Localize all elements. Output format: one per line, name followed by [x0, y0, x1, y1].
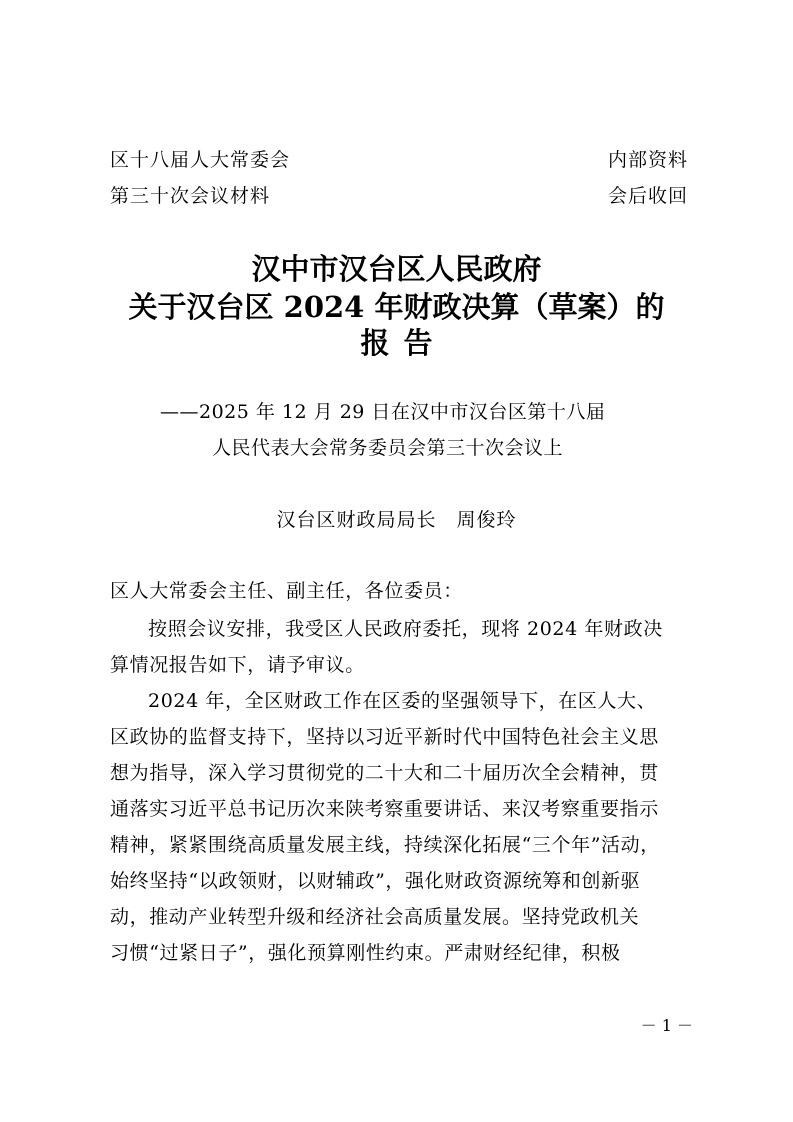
body-text-line: 算情况报告如下，请予审议。 — [110, 654, 365, 676]
header-recall-label: 会后收回 — [607, 185, 688, 207]
body-text-line: 区政协的监督支持下，坚持以习近平新时代中国特色社会主义思 — [110, 726, 659, 748]
author-line: 汉台区财政局局长 周俊玲 — [276, 509, 517, 531]
subtitle-line-1: ——2025 年 12 月 29 日在汉中市汉台区第十八届 — [160, 401, 606, 423]
header-meeting-material: 第三十次会议材料 — [110, 185, 271, 207]
title-line-3: 报告 — [360, 326, 447, 360]
body-text-line: 通落实习近平总书记历次来陕考察重要讲话、来汉考察重要指示 — [110, 798, 659, 820]
body-text-line: 动，推动产业转型升级和经济社会高质量发展。坚持党政机关 — [110, 906, 640, 928]
body-text-line: 2024 年，全区财政工作在区委的坚强领导下，在区人大、 — [148, 690, 657, 712]
salutation: 区人大常委会主任、副主任，各位委员： — [110, 580, 463, 602]
title-line-1: 汉中市汉台区人民政府 — [251, 252, 542, 286]
header-committee: 区十八届人大常委会 — [110, 149, 291, 171]
body-text-line: 按照会议安排，我受区人民政府委托，现将 2024 年财政决 — [148, 618, 663, 640]
header-internal-label: 内部资料 — [607, 149, 688, 171]
body-text-line: 想为指导，深入学习贯彻党的二十大和二十届历次全会精神，贯 — [110, 762, 659, 784]
body-text-line: 习惯“过紧日子”，强化预算刚性约束。严肃财经纪律，积极 — [110, 942, 621, 964]
body-text-line: 始终坚持“以政领财，以财辅政”，强化财政资源统筹和创新驱 — [110, 870, 641, 892]
subtitle-line-2: 人民代表大会常务委员会第三十次会议上 — [212, 437, 564, 459]
title-line-2: 关于汉台区 2024 年财政决算（草案）的 — [128, 290, 665, 324]
page-number: － 1 － — [640, 1016, 693, 1035]
body-text-line: 精神，紧紧围绕高质量发展主线，持续深化拓展“三个年”活动， — [110, 834, 660, 856]
